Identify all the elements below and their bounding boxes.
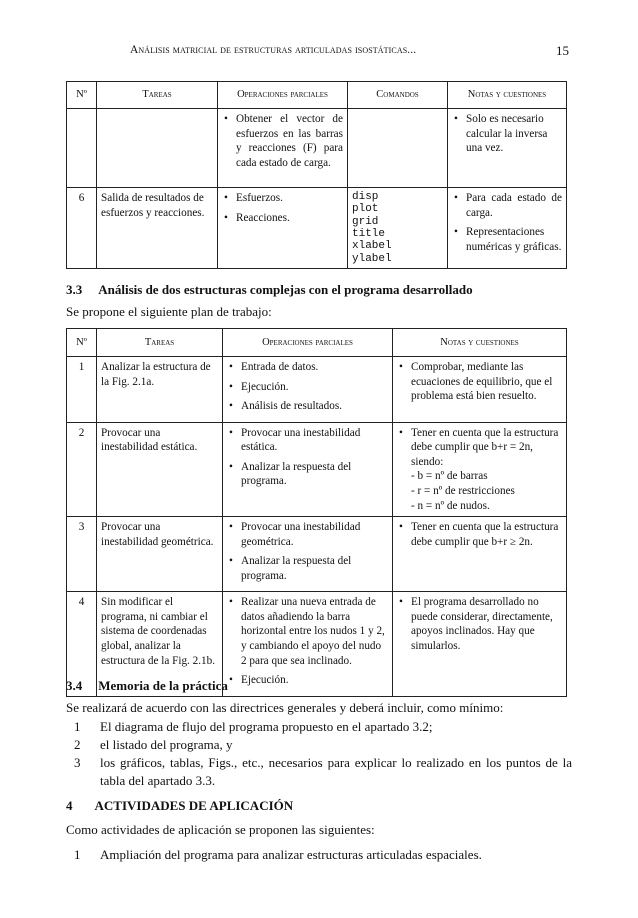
row-num: 1: [67, 357, 97, 423]
list-item: • Ejecución.: [241, 673, 388, 688]
list-number: 1: [74, 847, 81, 862]
row-task: [97, 109, 218, 188]
row-notes: [393, 517, 567, 592]
section-title: Memoria de la práctica: [98, 678, 228, 693]
section-intro: Como actividades de aplicación se proponen las siguientes:: [66, 822, 375, 837]
section-number: 3.4: [66, 678, 83, 693]
col-header-num: Nº: [67, 82, 97, 109]
running-header: [0, 44, 638, 64]
section-number: 4: [66, 798, 73, 813]
commands-table: [66, 81, 567, 269]
table-header-row: [67, 329, 567, 357]
list-item: • Para cada estado de carga.: [466, 191, 562, 220]
table-row: [67, 357, 567, 423]
col-header-num: Nº: [67, 329, 97, 357]
section-heading-4: [66, 798, 293, 814]
list-text: El diagrama de flujo del programa propuesto en el apartado 3.2;: [100, 719, 433, 734]
section-intro: Se realizará de acuerdo con las directrices generales y deberá incluir, como mínimo:: [66, 700, 504, 715]
list-item: • Solo es necesario calcular la inversa una vez.: [466, 112, 562, 156]
list-item: • Representaciones numéricas y gráficas.: [466, 225, 562, 254]
row-ops: [218, 188, 348, 269]
list-item: • Analizar la respuesta del programa.: [241, 460, 388, 489]
list-number: 1: [74, 719, 81, 734]
row-ops: [223, 592, 393, 696]
row-notes: [393, 357, 567, 423]
col-header-notes: Notas y cuestiones: [393, 329, 567, 357]
row-ops: [223, 357, 393, 423]
table-row: [67, 517, 567, 592]
row-commands: disp plot grid title xlabel ylabel: [348, 188, 448, 269]
section-heading-3-4: [66, 678, 228, 694]
row-num: 4: [67, 592, 97, 696]
section-intro: Se propone el siguiente plan de trabajo:: [66, 304, 272, 319]
list-item: [411, 426, 562, 513]
row-notes: [448, 188, 567, 269]
row-task: Salida de resultados de esfuerzos y reacciones.: [97, 188, 218, 269]
table-header-row: [67, 82, 567, 109]
note-text: Tener en cuenta que la estructura debe cumplir que b+r = 2n, siendo:: [411, 426, 559, 468]
row-notes: [393, 422, 567, 516]
row-num: 3: [67, 517, 97, 592]
col-header-ops: Operaciones parciales: [223, 329, 393, 357]
row-ops: [223, 517, 393, 592]
work-plan-table: [66, 328, 567, 697]
list-item: • Análisis de resultados.: [241, 399, 388, 414]
row-ops: [218, 109, 348, 188]
page-number: 15: [556, 43, 569, 58]
list-item: [74, 736, 574, 754]
col-header-ops: Operaciones parciales: [218, 82, 348, 109]
note-line: - b = nº de barras: [411, 470, 488, 483]
row-task: Sin modificar el programa, ni cambiar el sistema de coordenadas global, analizar la estructura de la Fig. 2.1b.: [97, 592, 223, 696]
table-row: [67, 188, 567, 269]
list-item: • Comprobar, mediante las ecuaciones de equilibrio, que el problema está bien resuelto.: [411, 360, 562, 404]
list-item: • Provocar una inestabilidad geométrica.: [241, 520, 388, 549]
list-text: los gráficos, tablas, Figs., etc., necesarios para explicar lo realizado en los puntos de la tabla del apartado 3.3.: [100, 755, 572, 788]
row-notes: [448, 109, 567, 188]
list-item: • Entrada de datos.: [241, 360, 388, 375]
row-task: Provocar una inestabilidad estática.: [97, 422, 223, 516]
table-row: [67, 109, 567, 188]
section-number: 3.3: [66, 282, 83, 297]
list-item: • Reacciones.: [236, 211, 343, 226]
row-num: 2: [67, 422, 97, 516]
row-notes: [393, 592, 567, 696]
list-item: • Esfuerzos.: [236, 191, 343, 206]
section-title: Análisis de dos estructuras complejas con el programa desarrollado: [98, 282, 473, 297]
list-item: [74, 718, 574, 736]
col-header-notes: Notas y cuestiones: [448, 82, 567, 109]
list-number: 3: [74, 755, 81, 770]
list-text: el listado del programa, y: [100, 737, 233, 752]
col-header-commands: Comandos: [348, 82, 448, 109]
row-num: [67, 109, 97, 188]
note-line: - r = nº de restricciones: [411, 484, 515, 497]
list-item: • Ejecución.: [241, 380, 388, 395]
row-commands: [348, 109, 448, 188]
list-item: • Provocar una inestabilidad estática.: [241, 426, 388, 455]
list-item: • Realizar una nueva entrada de datos añadiendo la barra horizontal entre los nudos 1 y 2, y cambiando el apoyo del nudo 2 para que sea inclinado.: [241, 595, 388, 668]
running-title: Análisis matricial de estructuras articuladas isostáticas...: [130, 44, 417, 56]
section-title: ACTIVIDADES DE APLICACIÓN: [94, 798, 294, 813]
list-number: 2: [74, 737, 81, 752]
list-item: • Obtener el vector de esfuerzos en las barras y reacciones (F) para cada estado de carga.: [236, 112, 343, 170]
col-header-tasks: Tareas: [97, 329, 223, 357]
list-text: Ampliación del programa para analizar estructuras articuladas espaciales.: [100, 847, 482, 862]
list-item: • El programa desarrollado no puede considerar, directamente, apoyos inclinados. Hay que simularlos.: [411, 595, 562, 653]
list-item: [74, 754, 574, 790]
row-ops: [223, 422, 393, 516]
section-heading-3-3: [66, 282, 473, 298]
row-num: 6: [67, 188, 97, 269]
table-row: [67, 422, 567, 516]
list-item: • Tener en cuenta que la estructura debe cumplir que b+r ≥ 2n.: [411, 520, 562, 549]
row-task: Analizar la estructura de la Fig. 2.1a.: [97, 357, 223, 423]
note-line: - n = nº de nudos.: [411, 499, 490, 512]
col-header-tasks: Tareas: [97, 82, 218, 109]
row-task: Provocar una inestabilidad geométrica.: [97, 517, 223, 592]
list-item: [74, 846, 574, 864]
list-item: • Analizar la respuesta del programa.: [241, 554, 388, 583]
